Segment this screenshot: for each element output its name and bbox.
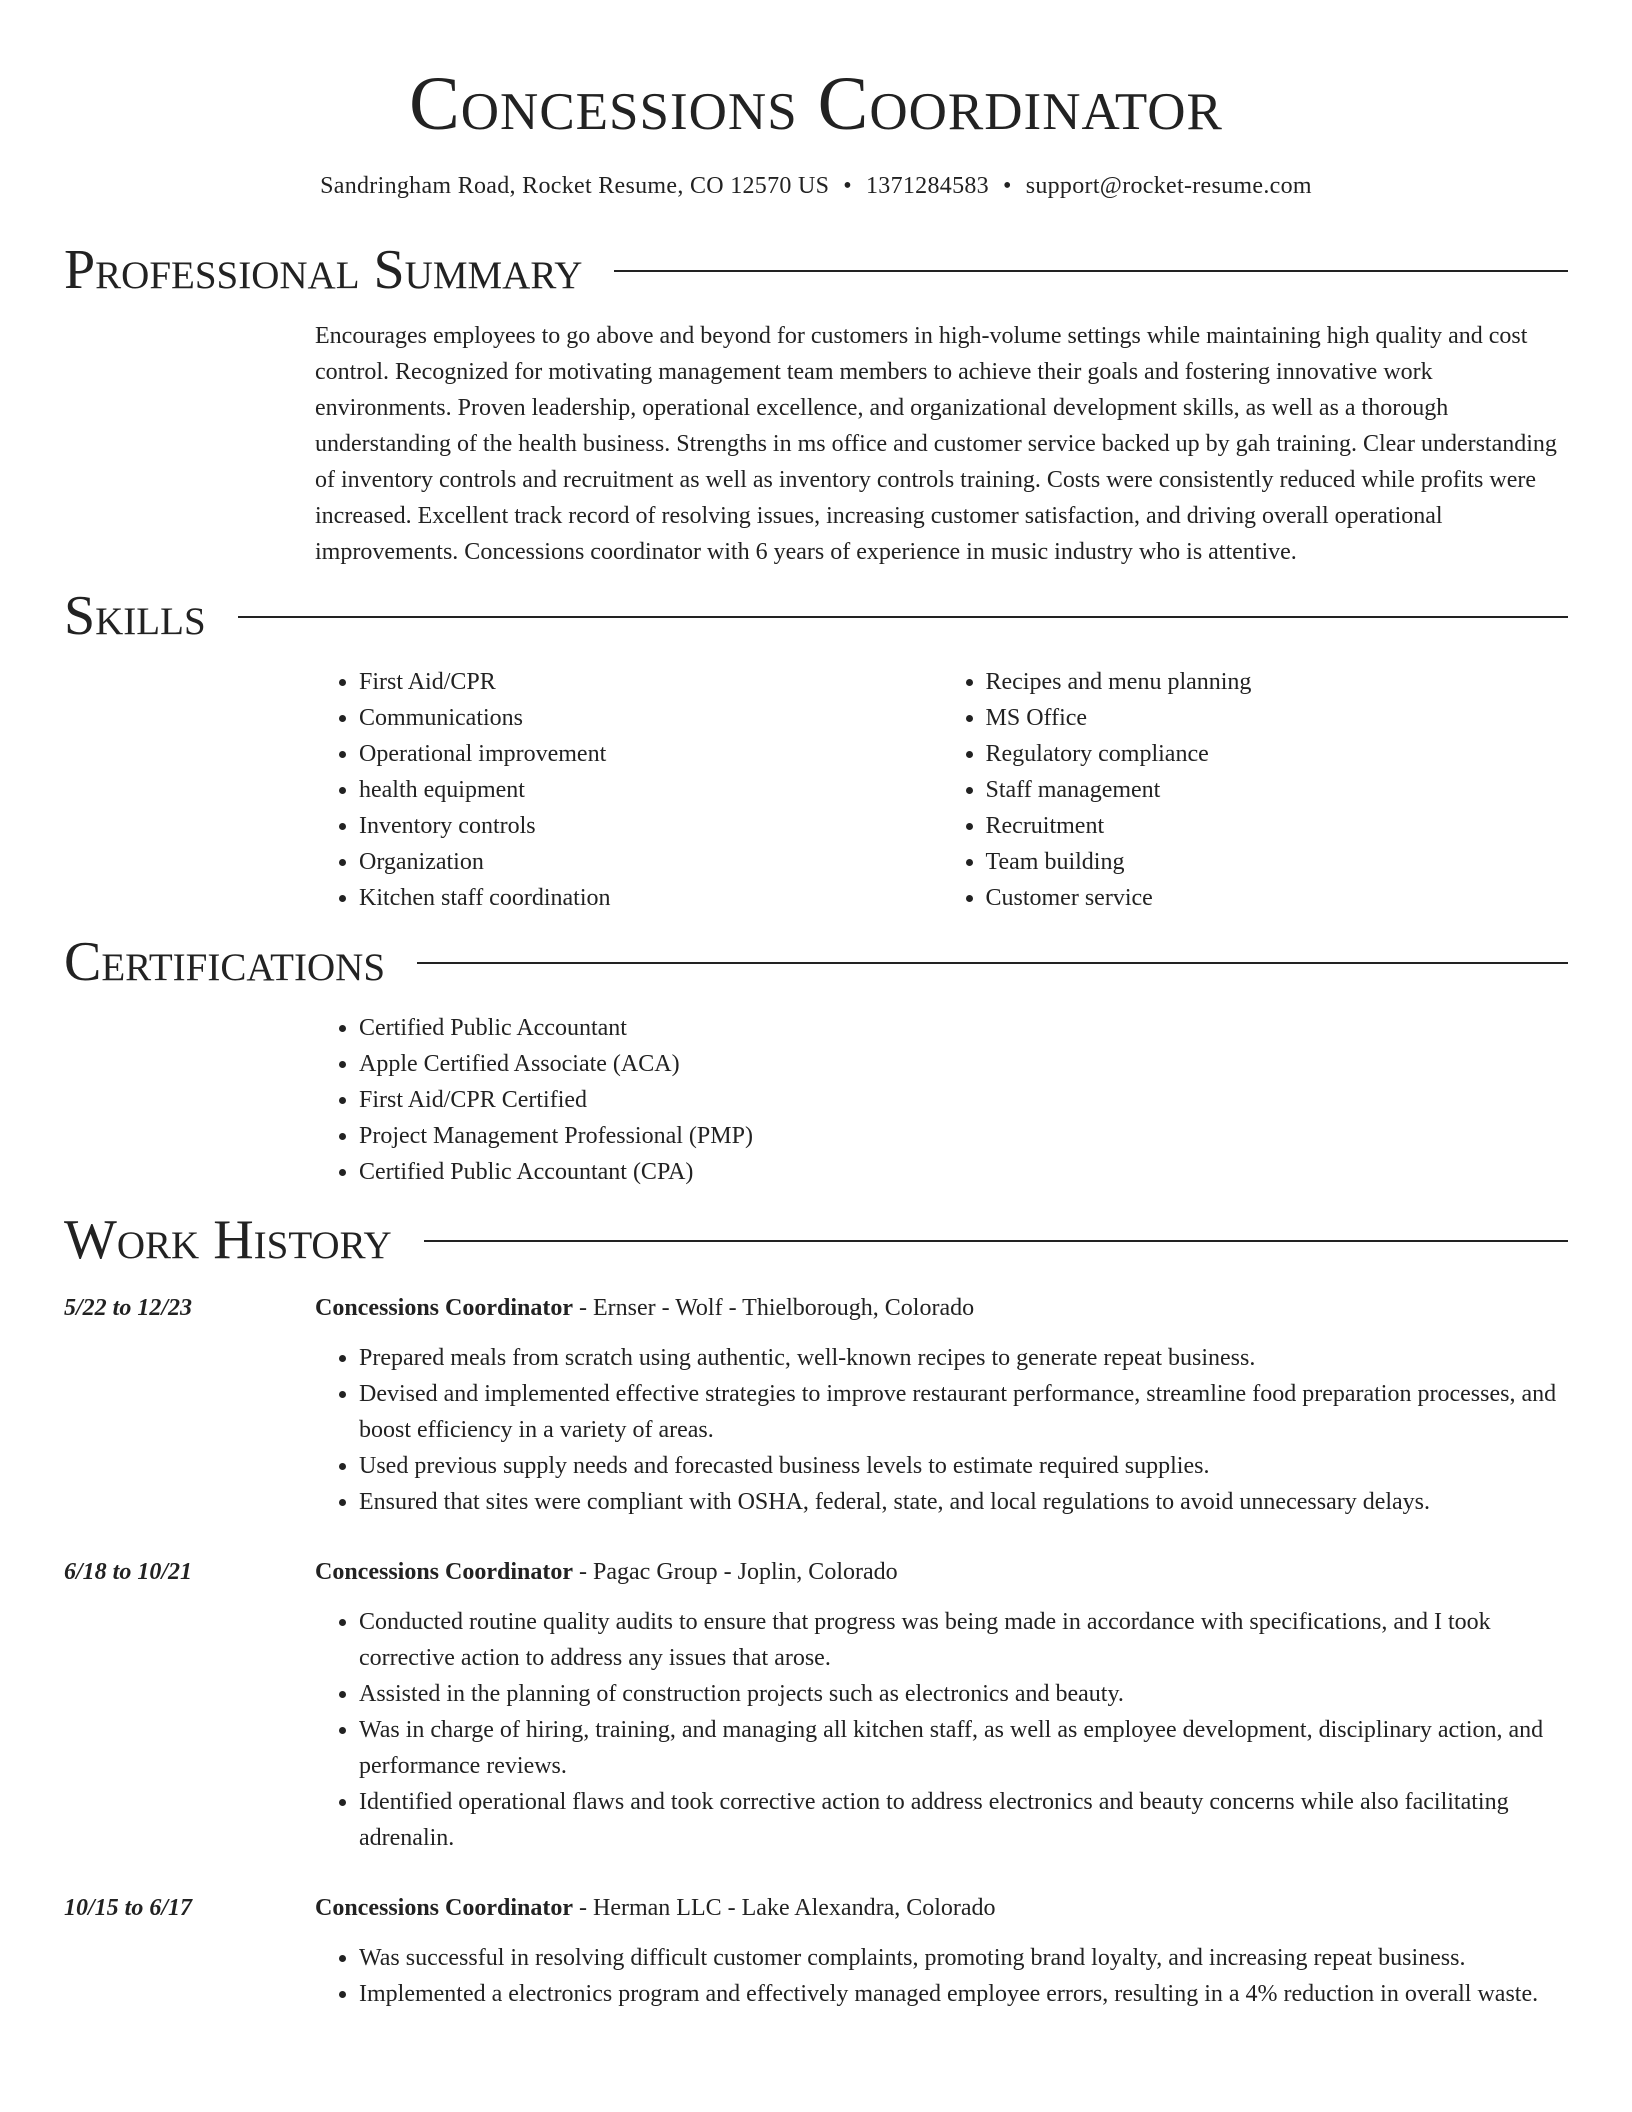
skill-item: • Regulatory compliance [986,736,1569,772]
skill-item: • MS Office [986,700,1569,736]
job-dates: 6/18 to 10/21 [64,1559,193,1585]
job-bullets [315,1940,1568,2012]
summary-section-header [64,238,1568,302]
job-header [64,1890,1568,1926]
skills-section-header [64,584,1568,648]
skill-item: • Organization [359,844,942,880]
job-title: Concessions Coordinator [315,1559,574,1585]
skills-column-left [315,664,942,916]
skills-section-title: Skills [64,585,206,647]
skill-item: • Communications [359,700,942,736]
job-bullet: • Was successful in resolving difficult customer complaints, promoting brand loyalty, and increasing repeat business. [359,1940,1568,1976]
certification-item: • First Aid/CPR Certified [359,1082,1568,1118]
job-title-line [315,1554,1568,1590]
skill-item: • Recruitment [986,808,1569,844]
skill-item: • Customer service [986,880,1569,916]
skill-item: • Staff management [986,772,1569,808]
contact-email: support@rocket-resume.com [1025,173,1312,199]
job-entry [64,1290,1568,1520]
job-bullet: • Assisted in the planning of construction projects such as electronics and beauty. [359,1676,1568,1712]
job-bullet: • Ensured that sites were compliant with OSHA, federal, state, and local regulations to avoid unnecessary delays. [359,1484,1568,1520]
skill-item: • Team building [986,844,1569,880]
section-divider [238,616,1568,618]
job-header [64,1290,1568,1326]
job-company: - Herman LLC - Lake Alexandra, Colorado [573,1895,996,1921]
job-bullet: • Used previous supply needs and forecasted business levels to estimate required supplies. [359,1448,1568,1484]
resume-page [64,0,1568,2012]
job-header [64,1554,1568,1590]
skill-item: • Kitchen staff coordination [359,880,942,916]
work-section-title: Work History [64,1209,392,1271]
job-bullet: • Identified operational flaws and took corrective action to address electronics and beauty concerns while also facilitating adrenalin. [359,1784,1568,1856]
section-divider [614,270,1568,272]
skill-item: • Inventory controls [359,808,942,844]
summary-section-title: Professional Summary [64,239,583,301]
section-divider [417,962,1568,964]
contact-address: Sandringham Road, Rocket Resume, CO 12570 US [320,173,830,199]
job-entry [64,1554,1568,1856]
certification-item: • Apple Certified Associate (ACA) [359,1046,1568,1082]
job-bullet: • Was in charge of hiring, training, and managing all kitchen staff, as well as employee development, disciplinary action, and performance reviews. [359,1712,1568,1784]
job-title: Concessions Coordinator [315,1895,574,1921]
job-dates: 10/15 to 6/17 [64,1895,193,1921]
job-bullet: • Implemented a electronics program and effectively managed employee errors, resulting in a 4% reduction in overall waste. [359,1976,1568,2012]
section-divider [424,1240,1568,1242]
contact-separator: • [1002,173,1012,199]
job-title-line [315,1290,1568,1326]
work-section-header [64,1208,1568,1272]
certification-item: • Certified Public Accountant [359,1010,1568,1046]
skills-list [315,664,1568,916]
job-title: Concessions Coordinator [315,1295,574,1321]
certification-item: • Project Management Professional (PMP) [359,1118,1568,1154]
job-company: - Pagac Group - Joplin, Colorado [573,1559,898,1585]
contact-separator: • [843,173,852,199]
job-title-line [315,1890,1568,1926]
certifications-section-header [64,930,1568,994]
candidate-name: Concessions Coordinator [409,62,1223,146]
job-bullet: • Conducted routine quality audits to ensure that progress was being made in accordance with specifications, and I took corrective action to address any issues that arose. [359,1604,1568,1676]
job-entry [64,1890,1568,2012]
job-company: - Ernser - Wolf - Thielborough, Colorado [573,1295,975,1321]
job-bullet: • Prepared meals from scratch using authentic, well-known recipes to generate repeat business. [359,1340,1568,1376]
job-bullets [315,1604,1568,1856]
skill-item: • Recipes and menu planning [986,664,1569,700]
contact-line [64,168,1568,204]
skill-item: • First Aid/CPR [359,664,942,700]
job-bullets [315,1340,1568,1520]
certifications-list [315,1010,1568,1190]
certification-item: • Certified Public Accountant (CPA) [359,1154,1568,1190]
job-dates: 5/22 to 12/23 [64,1295,193,1321]
contact-phone: 1371284583 [865,173,989,199]
certifications-bullets [315,1010,1568,1190]
skill-item: • Operational improvement [359,736,942,772]
certifications-section-title: Certifications [64,931,386,993]
skills-column-right [942,664,1569,916]
summary-text: Encourages employees to go above and beyond for customers in high-volume settings while maintaining high quality and cost control. Recognized for motivating management team members to achieve their goals and fostering innovative work environments. Proven leadership, operational excellence, and organizational development skills, as well as a thorough understanding of the health business. Strengths in ms office and customer service backed up by gah training. Clear understanding of inventory controls and recruitment as well as inventory controls training. Costs were consistently reduced while profits were increased. Excellent track record of resolving issues, increasing customer satisfaction, and driving overall operational improvements. Concessions coordinator with 6 years of experience in music industry who is attentive. [315,323,1557,565]
skill-item: • health equipment [359,772,942,808]
job-bullet: • Devised and implemented effective strategies to improve restaurant performance, streamline food preparation processes, and boost efficiency in a variety of areas. [359,1376,1568,1448]
